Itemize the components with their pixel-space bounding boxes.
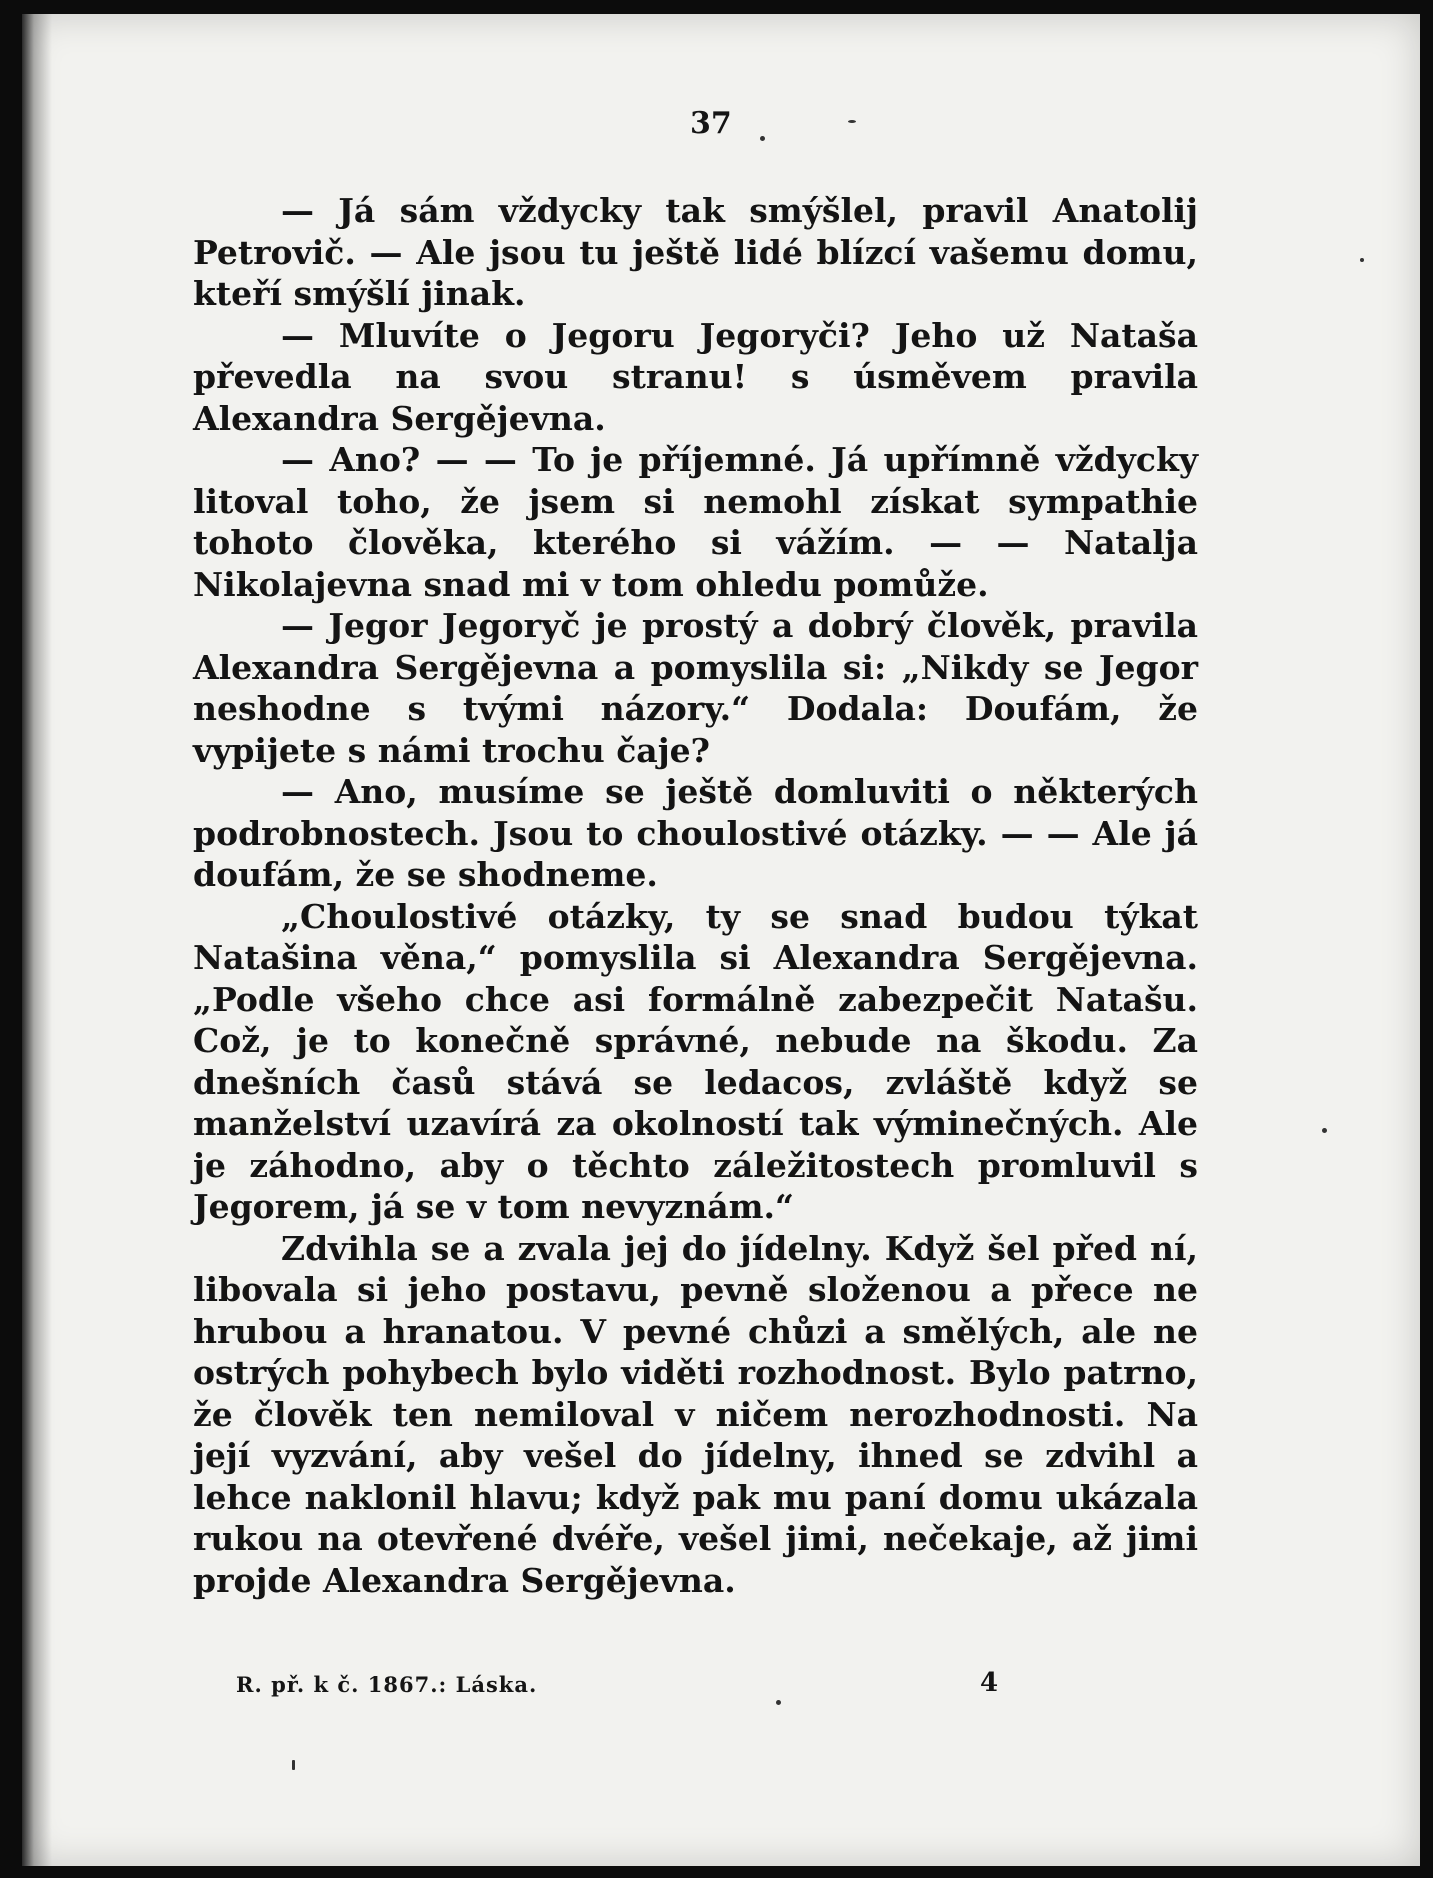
paragraph-4: — Jegor Jegoryč je prostý a dobrý člověk, pravila Alexandra Sergějevna a pomyslila si: „Nikdy se Jegor neshodne s tvými názory.“ Dodala: Doufám, že vypijete s námi trochu čaje?	[193, 606, 1198, 770]
dust-speck	[1360, 258, 1364, 262]
dust-speck	[848, 120, 856, 123]
dust-speck	[776, 1700, 781, 1705]
dust-speck	[292, 1760, 295, 1770]
body-text	[193, 190, 1198, 1601]
paragraph-7: Zdvihla se a zvala jej do jídelny. Když šel před ní, libovala si jeho postavu, pevně složenou a přece ne hrubou a hranatou. V pevné chůzi a smělých, ale ne ostrých pohybech bylo viděti rozhodnost. Bylo patrno, že člověk ten nemiloval v ničem nerozhodnosti. Na její vyzvání, aby vešel do jídelny, ihned se zdvihl a lehce naklonil hlavu; když pak mu paní domu ukázala rukou na otevřené dvéře, vešel jimi, nečekaje, až jimi projde Alexandra Sergějevna.	[193, 1228, 1198, 1600]
paragraph-1: — Já sám vždycky tak smýšlel, pravil Anatolij Petrovič. — Ale jsou tu ještě lidé blízcí vašemu domu, kteří smýšlí jinak.	[193, 191, 1198, 313]
dust-speck	[1322, 1128, 1327, 1133]
footer-sheet-number: 4	[980, 1668, 999, 1698]
paragraph-5: — Ano, musíme se ještě domluviti o některých podrobnostech. Jsou to choulostivé otázky. — — Ale já doufám, že se shodneme.	[193, 772, 1198, 894]
page-number: 37	[690, 106, 732, 141]
paragraph-2: — Mluvíte o Jegoru Jegoryči? Jeho už Nataša převedla na svou stranu! s úsměvem pravila Alexandra Sergějevna.	[193, 315, 1198, 438]
paragraph-6: „Choulostivé otázky, ty se snad budou týkat Natašina věna,“ pomyslila si Alexandra Sergějevna. „Podle všeho chce asi formálně zabezpečit Natašu. Což, je to konečně správné, nebude na škodu. Za dnešních časů stává se ledacos, zvláště když se manželství uzavírá za okolností tak výminečných. Ale je záhodno, aby o těchto záležitostech promluvil s Jegorem, já se v tom nevyznám.“	[193, 896, 1198, 1226]
page-gutter-shadow	[22, 14, 52, 1866]
footer-signature: R. př. k č. 1867.: Láska.	[236, 1672, 538, 1697]
paragraph-3: — Ano? — — To je příjemné. Já upřímně vždycky litoval toho, že jsem si nemohl získat sympathie tohoto člověka, kterého si vážím. — — Natalja Nikolajevna snad mi v tom ohledu pomůže.	[193, 440, 1198, 604]
dust-speck	[760, 136, 765, 141]
